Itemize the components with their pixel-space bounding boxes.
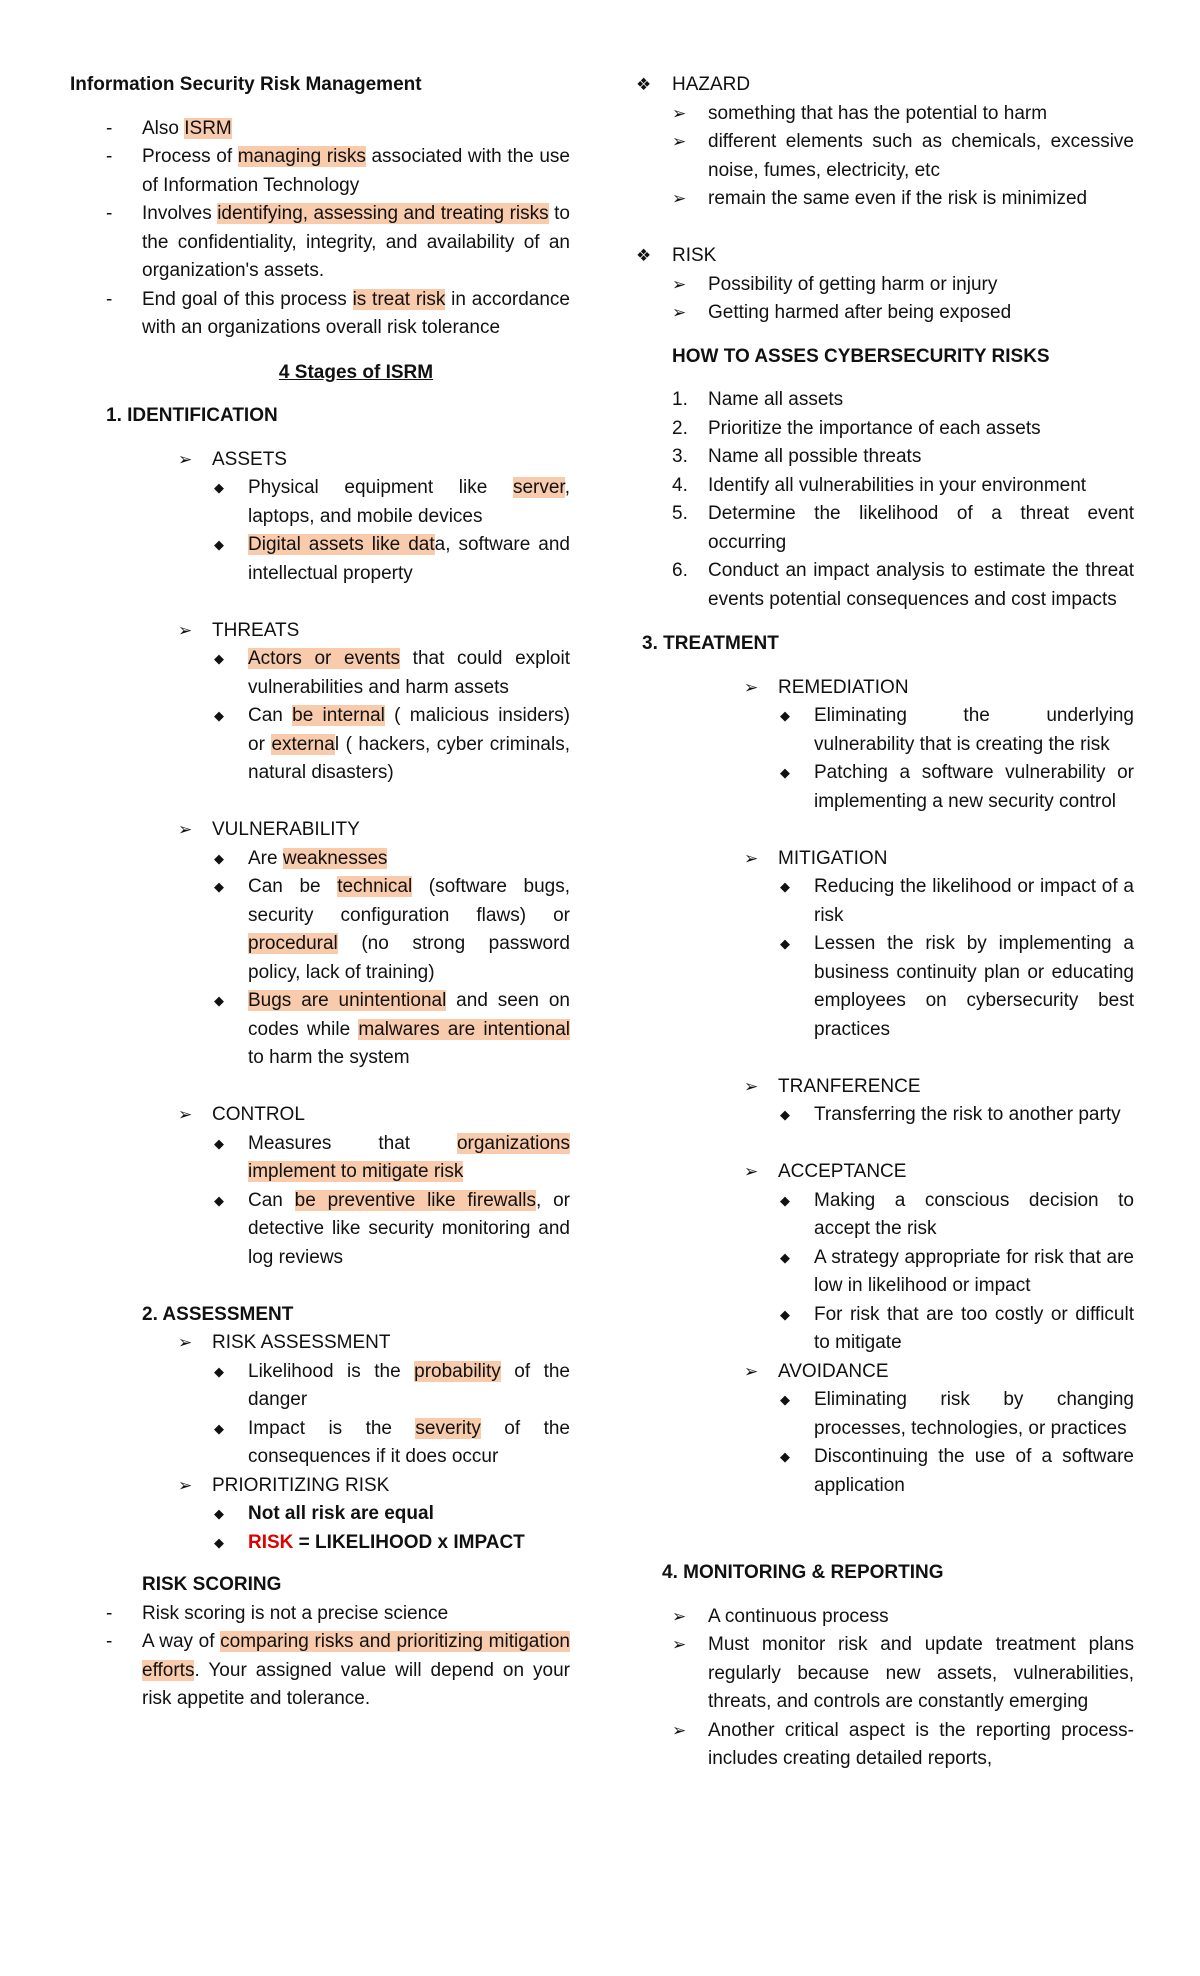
list-item: ◆ Eliminating the underlying vulnerability that is creating the risk	[636, 702, 1134, 759]
list-item: 5. Determine the likelihood of a threat event occurring	[672, 503, 1134, 553]
highlight: procedural	[248, 933, 338, 954]
list-item: ➢ A continuous process	[636, 1603, 1134, 1632]
arrow-bullet-icon: ➢	[178, 1333, 193, 1352]
monitoring-list	[636, 1603, 1134, 1774]
diamond-bullet-icon: ◆	[214, 1363, 224, 1379]
list-item: 2. Prioritize the importance of each assets	[672, 417, 1041, 439]
section-label: VULNERABILITY	[212, 819, 360, 840]
section-label: RISK ASSESSMENT	[212, 1332, 391, 1353]
arrow-bullet-icon: ➢	[178, 1475, 193, 1495]
star-bullet-icon: ❖	[636, 246, 652, 265]
document-title: Information Security Risk Management	[70, 74, 422, 95]
section-label: REMEDIATION	[778, 676, 909, 698]
assessment-list	[70, 1329, 570, 1557]
section-label: ACCEPTANCE	[778, 1161, 907, 1182]
hazard-list	[636, 100, 1134, 214]
list-item	[70, 617, 570, 817]
list-item: ◆ Can be internal ( malicious insiders) or external ( hackers, cyber criminals, natural disasters)	[70, 702, 570, 788]
arrow-bullet-icon: ➢	[672, 103, 687, 123]
list-item: ◆ Physical equipment like server, laptops, and mobile devices	[70, 474, 570, 531]
arrow-bullet-icon: ➢	[672, 303, 687, 322]
intro-list	[70, 115, 570, 343]
diamond-bullet-icon: ◆	[214, 993, 224, 1008]
list-item: ➢ different elements such as chemicals, excessive noise, fumes, electricity, etc	[636, 128, 1134, 185]
highlight: Actors or events	[248, 648, 401, 669]
list-item	[636, 845, 1134, 1073]
list-item: 4. Identify all vulnerabilities in your environment	[672, 474, 1087, 496]
risk-scoring-list	[70, 1600, 570, 1714]
highlight: comparing risks and prioritizing mitigation efforts	[142, 1631, 570, 1681]
list-item: ◆ Can be preventive like firewalls, or detective like security monitoring and log reviews	[70, 1187, 570, 1273]
highlight: is treat risk	[352, 288, 446, 310]
definitions-list	[636, 71, 1134, 100]
arrow-bullet-icon: ➢	[178, 1105, 193, 1124]
risk-list	[636, 271, 1134, 328]
arrow-bullet-icon: ➢	[744, 848, 759, 868]
arrow-bullet-icon: ➢	[744, 1076, 759, 1096]
highlight: Digital assets like dat	[248, 534, 435, 555]
list-item: ◆ Are weaknesses	[70, 845, 570, 874]
section-label: THREATS	[212, 619, 300, 641]
list-item	[636, 71, 1134, 100]
highlight: managing risks	[237, 146, 366, 167]
diamond-bullet-icon: ◆	[214, 850, 224, 866]
list-item: ◆ Patching a software vulnerability or implementing a new security control	[636, 759, 1134, 816]
list-item: ◆ Measures that organizations implement to mitigate risk	[70, 1130, 570, 1187]
diamond-bullet-icon: ◆	[214, 480, 224, 495]
list-item: ◆ Likelihood is the probability of the danger	[70, 1358, 570, 1415]
arrow-bullet-icon: ➢	[178, 820, 193, 839]
highlight: be internal	[292, 705, 385, 726]
risk-keyword: RISK	[248, 1531, 294, 1553]
diamond-bullet-icon: ◆	[780, 1306, 790, 1322]
arrow-bullet-icon: ➢	[744, 1361, 759, 1381]
stage-identification-heading: 1. IDENTIFICATION	[106, 405, 278, 426]
list-item: ➢ Getting harmed after being exposed	[636, 299, 1134, 328]
diamond-bullet-icon: ◆	[780, 1249, 790, 1265]
list-item: - Process of managing risks associated with the use of Information Technology	[70, 143, 570, 200]
list-item	[70, 816, 570, 1101]
diamond-bullet-icon: ◆	[780, 1107, 790, 1122]
arrow-bullet-icon: ➢	[672, 1606, 687, 1626]
arrow-bullet-icon: ➢	[672, 1635, 687, 1654]
list-item: ◆ Digital assets like data, software and intellectual property	[70, 531, 570, 588]
highlight: ISRM	[184, 117, 232, 139]
how-to-list	[636, 386, 1134, 614]
list-item: 1. Name all assets	[672, 389, 844, 410]
section-label: PRIORITIZING RISK	[212, 1474, 390, 1496]
highlight: malwares are intentional	[358, 1018, 570, 1040]
diamond-bullet-icon: ◆	[214, 651, 224, 666]
list-item: ◆ Transferring the risk to another party	[636, 1101, 1134, 1130]
diamond-bullet-icon: ◆	[214, 1534, 224, 1550]
diamond-bullet-icon: ◆	[780, 1449, 790, 1464]
diamond-bullet-icon: ◆	[780, 1192, 790, 1208]
arrow-bullet-icon: ➢	[672, 274, 687, 294]
treatment-list	[636, 674, 1134, 1501]
list-item: ➢ remain the same even if the risk is minimized	[636, 185, 1134, 214]
list-item: ◆ For risk that are too costly or difficult to mitigate	[636, 1301, 1134, 1358]
list-item	[636, 674, 1134, 845]
diamond-bullet-icon: ◆	[780, 936, 790, 951]
risk-scoring-heading: RISK SCORING	[142, 1574, 282, 1595]
list-item: ◆ Making a conscious decision to accept the risk	[636, 1187, 1134, 1244]
arrow-bullet-icon: ➢	[744, 1162, 759, 1181]
section-label: TRANFERENCE	[778, 1075, 921, 1097]
section-label: HAZARD	[672, 74, 751, 95]
section-label: RISK	[672, 245, 717, 266]
highlight: be preventive like firewalls	[294, 1189, 537, 1211]
list-item: ➢ Must monitor risk and update treatment plans regularly because new assets, vulnerabilities, threats, and controls are constantly emerging	[636, 1631, 1134, 1717]
section-label: MITIGATION	[778, 847, 888, 869]
list-item: ◆ Eliminating risk by changing processes, technologies, or practices	[636, 1386, 1134, 1443]
diamond-bullet-icon: ◆	[780, 765, 790, 780]
highlight: weaknesses	[282, 847, 388, 869]
list-item: ◆ Lessen the risk by implementing a business continuity plan or educating employees on cybersecurity best practices	[636, 930, 1134, 1044]
list-item	[70, 1101, 570, 1301]
list-item	[636, 1158, 1134, 1358]
list-item: ◆ Discontinuing the use of a software application	[636, 1443, 1134, 1500]
list-item: ◆ Can be technical (software bugs, security configuration flaws) or procedural (no strong password policy, lack of training)	[70, 873, 570, 987]
list-item: ◆ A strategy appropriate for risk that are low in likelihood or impact	[636, 1244, 1134, 1301]
arrow-bullet-icon: ➢	[178, 620, 193, 640]
list-item: ➢ Possibility of getting harm or injury	[636, 271, 1134, 300]
list-item	[636, 242, 1134, 271]
diamond-bullet-icon: ◆	[214, 1192, 224, 1208]
list-item: ◆ RISK = LIKELIHOOD x IMPACT	[70, 1529, 570, 1558]
diamond-bullet-icon: ◆	[214, 1506, 224, 1521]
list-item: - A way of comparing risks and prioritizing mitigation efforts. Your assigned value will depend on your risk appetite and tolerance.	[70, 1628, 570, 1714]
arrow-bullet-icon: ➢	[178, 449, 193, 469]
stage-monitoring-heading: 4. MONITORING & REPORTING	[662, 1562, 944, 1583]
highlight: externa	[271, 733, 335, 755]
diamond-bullet-icon: ◆	[214, 1420, 224, 1436]
list-item: 3. Name all possible threats	[672, 446, 922, 467]
list-item: ➢ Another critical aspect is the reporting process- includes creating detailed reports,	[636, 1717, 1134, 1774]
highlight: identifying, assessing and treating risks	[217, 203, 549, 224]
list-item: - End goal of this process is treat risk in accordance with an organizations overall risk tolerance	[70, 286, 570, 343]
list-item: - Risk scoring is not a precise science	[70, 1600, 570, 1629]
star-bullet-icon: ❖	[636, 75, 652, 94]
left-column	[70, 71, 570, 1714]
arrow-bullet-icon: ➢	[672, 132, 687, 151]
list-item: ◆ Reducing the likelihood or impact of a risk	[636, 873, 1134, 930]
highlight: severity	[415, 1417, 481, 1439]
stages-heading: 4 Stages of ISRM	[278, 361, 434, 383]
stage-treatment-heading: 3. TREATMENT	[642, 633, 779, 654]
list-item: 6. Conduct an impact analysis to estimate the threat events potential consequences and cost impacts	[672, 560, 1134, 610]
list-item	[70, 1329, 570, 1472]
list-item	[70, 1472, 570, 1558]
section-label: CONTROL	[212, 1104, 305, 1125]
list-item	[636, 1073, 1134, 1159]
arrow-bullet-icon: ➢	[672, 1720, 687, 1740]
highlight: server	[512, 477, 565, 498]
list-item: ◆ Bugs are unintentional and seen on codes while malwares are intentional to harm the system	[70, 987, 570, 1073]
diamond-bullet-icon: ◆	[780, 708, 790, 723]
list-item	[636, 1358, 1134, 1501]
stage-assessment-heading: 2. ASSESSMENT	[142, 1303, 294, 1325]
diamond-bullet-icon: ◆	[214, 708, 224, 723]
highlight: probability	[414, 1360, 501, 1382]
right-column	[636, 71, 1134, 1774]
diamond-bullet-icon: ◆	[780, 1392, 790, 1407]
highlight: organizations implement to mitigate risk	[248, 1132, 570, 1182]
list-item: - Also ISRM	[70, 115, 570, 144]
section-label: ASSETS	[212, 448, 287, 470]
highlight: Bugs are unintentional	[248, 990, 447, 1011]
list-item: - Involves identifying, assessing and treating risks to the confidentiality, integrity, and availability of an organization's assets.	[70, 200, 570, 286]
arrow-bullet-icon: ➢	[744, 677, 759, 697]
how-to-heading: HOW TO ASSES CYBERSECURITY RISKS	[672, 345, 1050, 367]
highlight: technical	[337, 876, 413, 897]
section-label: AVOIDANCE	[778, 1360, 889, 1382]
list-item: ◆ Impact is the severity of the consequences if it does occur	[70, 1415, 570, 1472]
diamond-bullet-icon: ◆	[214, 537, 224, 552]
arrow-bullet-icon: ➢	[672, 189, 687, 208]
list-item: ➢ something that has the potential to harm	[636, 100, 1134, 129]
list-item: ◆ Actors or events that could exploit vulnerabilities and harm assets	[70, 645, 570, 702]
list-item	[70, 446, 570, 617]
diamond-bullet-icon: ◆	[214, 879, 224, 894]
list-item: ◆ Not all risk are equal	[70, 1500, 570, 1529]
identification-list	[70, 446, 570, 1301]
diamond-bullet-icon: ◆	[214, 1135, 224, 1151]
diamond-bullet-icon: ◆	[780, 879, 790, 894]
